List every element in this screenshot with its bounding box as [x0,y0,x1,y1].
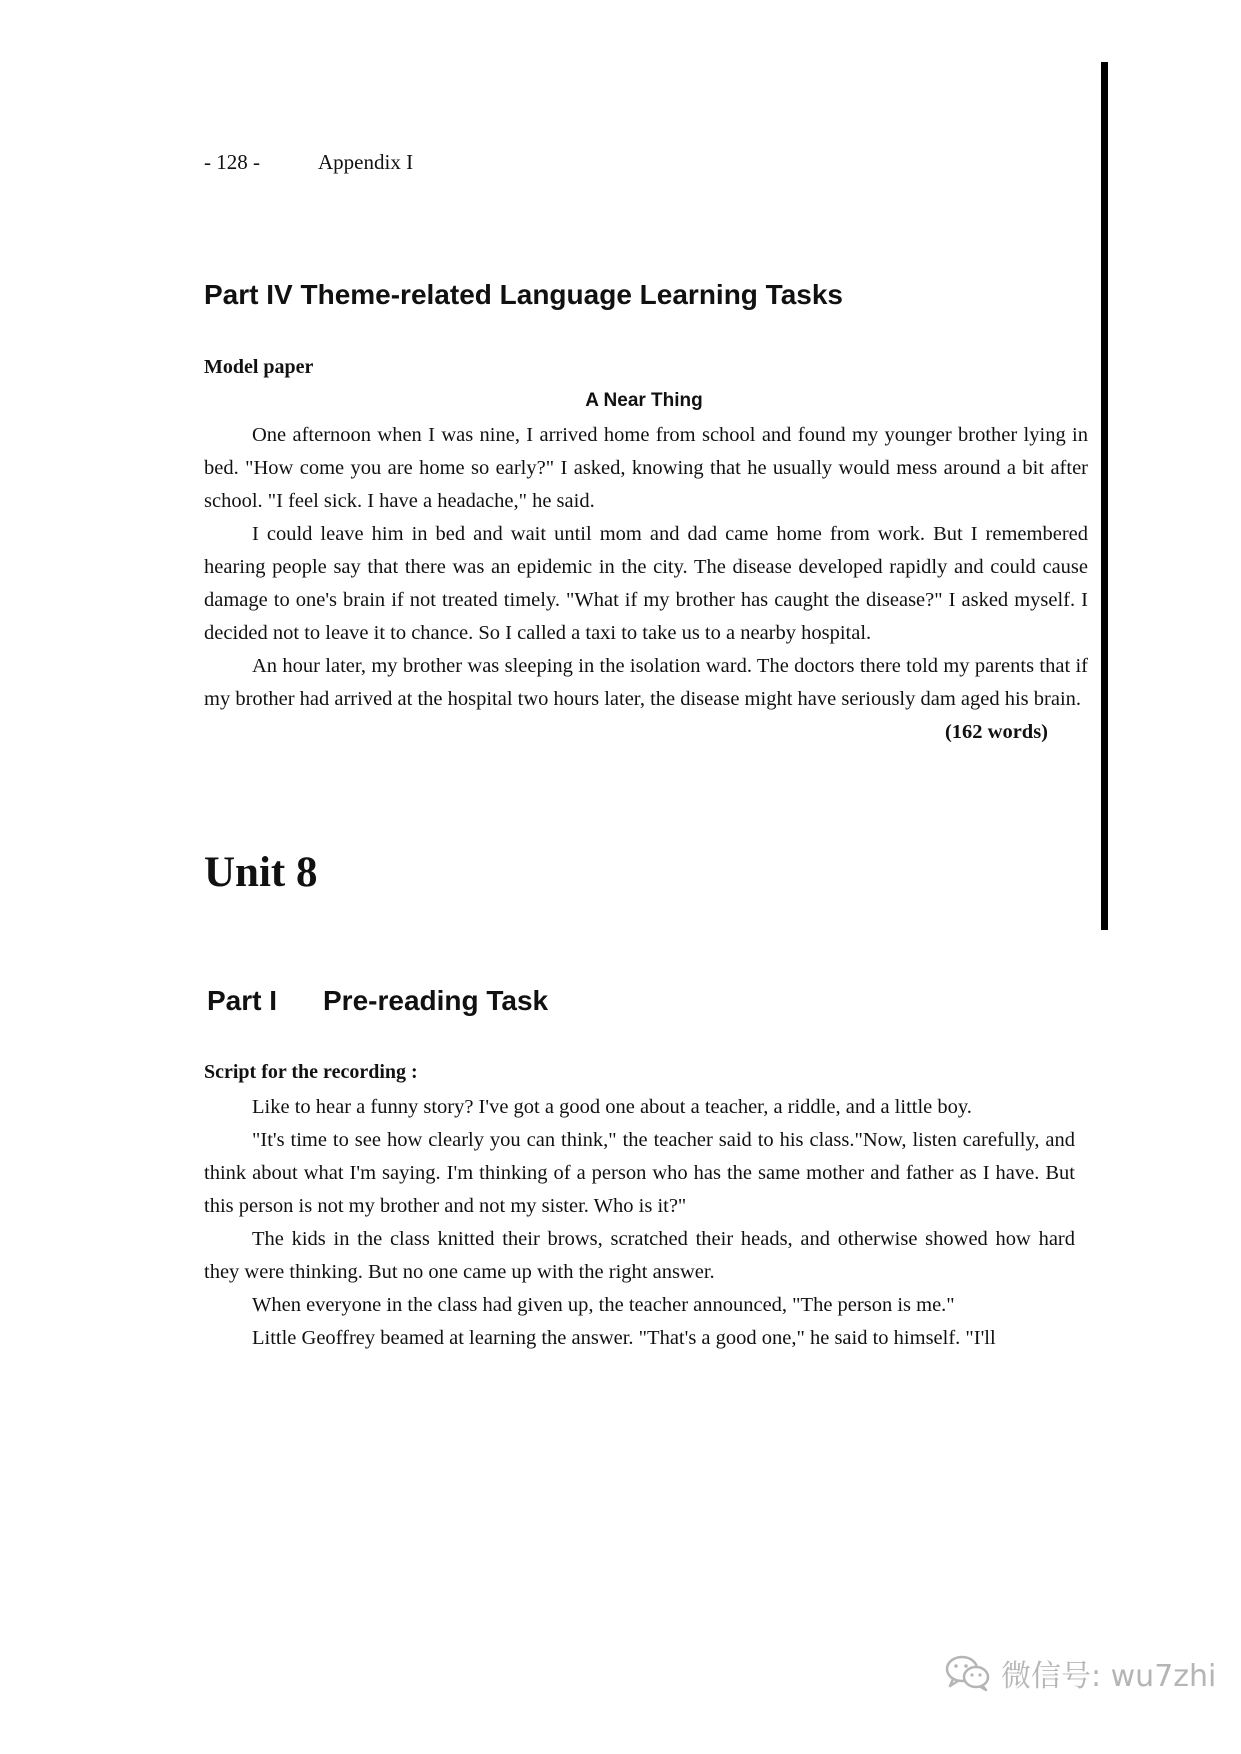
paragraph: I could leave him in bed and wait until mom and dad came home from work. But I remembered hearing people say that there was an epidemic in the city. The disease developed rapidly and could cause damage to one's brain if not treated timely. "What if my brother has caught the disease?" I asked myself. I decided not to leave it to chance. So I called a taxi to take us to a nearby hospital. [204,523,1088,644]
unit-title: Unit 8 [204,849,318,896]
script-label: Script for the recording : [204,1061,418,1083]
paragraph [204,650,1088,743]
paragraph: Like to hear a funny story? I've got a good one about a teacher, a riddle, and a little boy. [252,1096,972,1118]
watermark [945,1651,1216,1695]
story-title: A Near Thing [585,390,703,411]
part1-title: Pre-reading Task [323,985,549,1016]
part1-heading [207,985,548,1017]
wechat-icon [945,1654,991,1692]
section-name: Appendix I [318,150,414,174]
page-number: - 128 - [204,150,260,174]
model-paper-body [204,419,1088,749]
script-body [204,1091,1075,1355]
running-head [204,150,413,175]
part4-heading: Part IV Theme-related Language Learning Tasks [204,279,843,310]
paragraph: "It's time to see how clearly you can think," the teacher said to his class."Now, listen carefully, and think about what I'm saying. I'm thinking of a person who has the same mother and father as I have. But this person is not my brother and not my sister. Who is it?" [204,1129,1075,1217]
margin-rule [1101,62,1108,930]
paragraph: The kids in the class knitted their brows, scratched their heads, and otherwise showed how hard they were thinking. But no one came up with the right answer. [204,1228,1075,1283]
paragraph-text: An hour later, my brother was sleeping in the isolation ward. The doctors there told my parents that if my brother had arrived at the hospital two hours later, the disease might have seriously dam aged his brain. [204,655,1088,710]
model-paper-label: Model paper [204,356,314,378]
watermark-text: 微信号: wu7zhi [1001,1659,1217,1694]
paragraph: One afternoon when I was nine, I arrived home from school and found my younger brother lying in bed. "How come you are home so early?" I asked, knowing that he usually would mess around a bit after school. "I feel sick. I have a headache," he said. [204,424,1088,512]
part1-number: Part I [207,985,278,1016]
word-count: (162 words) [944,721,1048,743]
paragraph: When everyone in the class had given up, the teacher announced, "The person is me." [252,1294,955,1316]
paragraph: Little Geoffrey beamed at learning the answer. "That's a good one," he said to himself. "I'll [252,1327,996,1349]
